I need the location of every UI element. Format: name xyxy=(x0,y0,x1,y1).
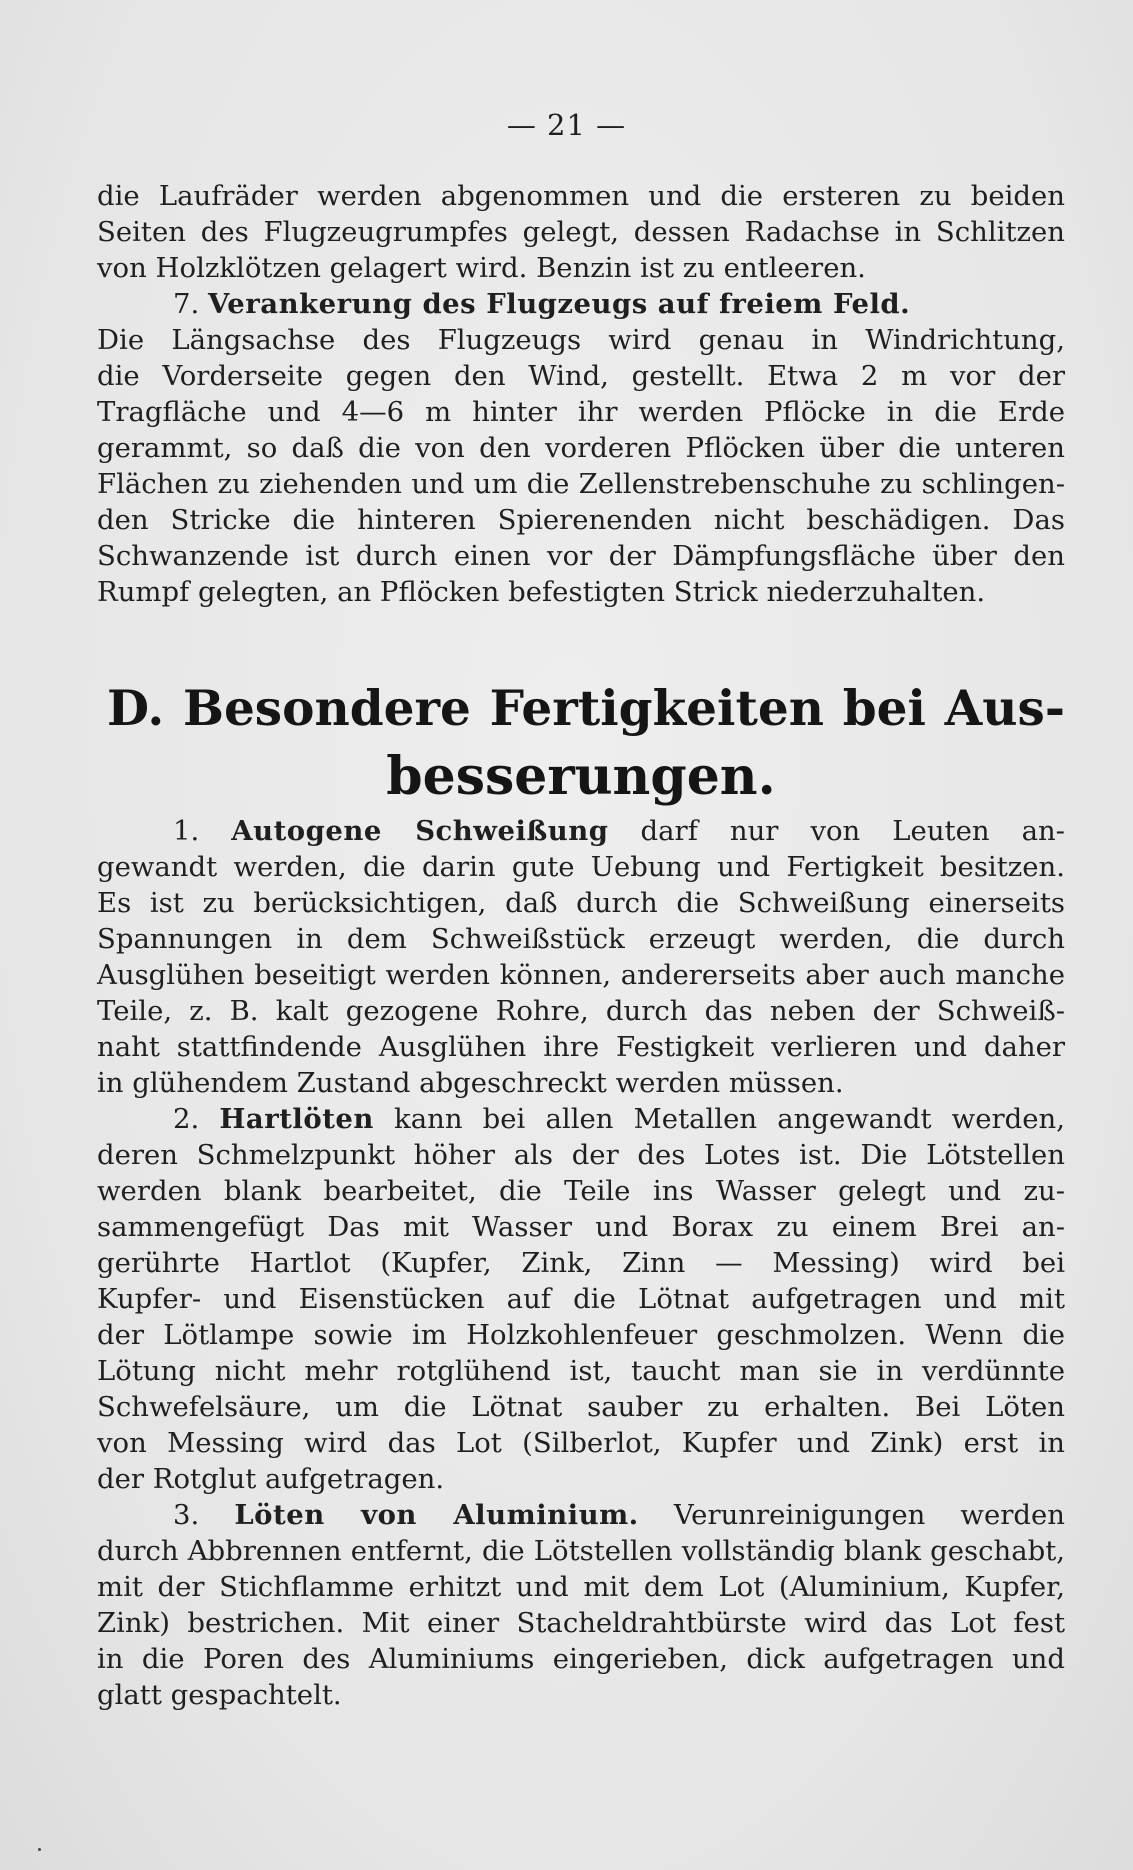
paragraph-line: von Holzklötzen gelagert wird. Benzin ist zu entleeren. xyxy=(97,252,866,284)
paragraph-line: Es ist zu berücksichtigen, daß durch die Schweißung einerseits xyxy=(97,887,1065,919)
item-2-title: Hartlöten xyxy=(219,1103,374,1135)
paragraph-line: Schwefelsäure, um die Lötnat sauber zu erhalten. Bei Löten xyxy=(97,1391,1065,1423)
paragraph-line: Kupfer- und Eisenstücken auf die Lötnat aufgetragen und mit xyxy=(97,1283,1065,1315)
paragraph-line: deren Schmelzpunkt höher als der des Lotes ist. Die Lötstellen xyxy=(97,1139,1065,1171)
paragraph-line: den Stricke die hinteren Spierenenden nicht beschädigen. Das xyxy=(97,504,1065,536)
paragraph-line: von Messing wird das Lot (Silberlot, Kupfer und Zink) erst in xyxy=(97,1427,1065,1459)
paper-speck xyxy=(38,1848,41,1851)
paragraph-line: in glühendem Zustand abgeschreckt werden müssen. xyxy=(97,1067,844,1099)
item-3-first-rest: Verunreinigungen werden xyxy=(673,1499,1065,1531)
paragraph-line: Flächen zu ziehenden und um die Zellenstrebenschuhe zu schlingen- xyxy=(97,468,1065,500)
item-1-first-line xyxy=(97,813,1065,849)
paragraph-line: gerührte Hartlot (Kupfer, Zink, Zinn — Messing) wird bei xyxy=(97,1247,1065,1279)
paragraph-line: Teile, z. B. kalt gezogene Rohre, durch das neben der Schweiß- xyxy=(97,995,1065,1027)
page-number: — 21 — xyxy=(506,108,627,142)
section-heading-line-2: besserungen. xyxy=(386,746,776,807)
item-1-first-rest: darf nur von Leuten an- xyxy=(640,815,1065,847)
paragraph-line: Spannungen in dem Schweißstück erzeugt werden, die durch xyxy=(97,923,1065,955)
paragraph-line: Zink) bestrichen. Mit einer Stacheldrahtbürste wird das Lot fest xyxy=(97,1607,1065,1639)
paragraph-line: Tragfläche und 4—6 m hinter ihr werden Pflöcke in die Erde xyxy=(97,396,1065,428)
item-2-number: 2. xyxy=(173,1103,200,1135)
paragraph-line: werden blank bearbeitet, die Teile ins Wasser gelegt und zu- xyxy=(97,1175,1065,1207)
paragraph-line: Lötung nicht mehr rotglühend ist, taucht man sie in verdünnte xyxy=(97,1355,1065,1387)
item-3-number: 3. xyxy=(173,1499,200,1531)
paragraph-line: in die Poren des Aluminiums eingerieben, dick aufgetragen und xyxy=(97,1643,1065,1675)
paragraph-line: Ausglühen beseitigt werden können, andererseits aber auch manche xyxy=(97,959,1065,991)
item-1-number: 1. xyxy=(173,815,200,847)
paragraph-line: glatt gespachtelt. xyxy=(97,1679,342,1711)
paragraph-line: gewandt werden, die darin gute Uebung und Fertigkeit besitzen. xyxy=(97,851,1065,883)
top-text-block xyxy=(97,178,1065,610)
section-7-title: Verankerung des Flugzeugs auf freiem Feld. xyxy=(208,288,911,320)
item-2-first-line xyxy=(97,1101,1065,1137)
section-7-number: 7. xyxy=(173,288,200,320)
paragraph-line: Seiten des Flugzeugrumpfes gelegt, dessen Radachse in Schlitzen xyxy=(97,216,1065,248)
paragraph-line: der Rotglut aufgetragen. xyxy=(97,1463,445,1495)
paragraph-line: Die Längsachse des Flugzeugs wird genau in Windrichtung, xyxy=(97,324,1065,356)
section-heading xyxy=(97,675,1065,811)
paragraph-line: die Laufräder werden abgenommen und die ersteren zu beiden xyxy=(97,180,1065,212)
paragraph-line: naht stattfindende Ausglühen ihre Festigkeit verlieren und daher xyxy=(97,1031,1065,1063)
section-7-title-line xyxy=(97,286,1065,322)
paragraph-line: mit der Stichflamme erhitzt und mit dem Lot (Aluminium, Kupfer, xyxy=(97,1571,1065,1603)
paragraph-line: die Vorderseite gegen den Wind, gestellt. Etwa 2 m vor der xyxy=(97,360,1065,392)
paragraph-line: gerammt, so daß die von den vorderen Pflöcken über die unteren xyxy=(97,432,1065,464)
paragraph-line: Rumpf gelegten, an Pflöcken befestigten Strick niederzuhalten. xyxy=(97,576,986,608)
section-heading-line-1: D. Besondere Fertigkeiten bei Aus- xyxy=(107,680,1065,737)
paragraph-line: der Lötlampe sowie im Holzkohlenfeuer geschmolzen. Wenn die xyxy=(97,1319,1065,1351)
item-3-title: Löten von Aluminium. xyxy=(234,1499,639,1531)
item-1-title: Autogene Schweißung xyxy=(231,815,609,847)
items-text-block xyxy=(97,813,1065,1713)
paragraph-line: durch Abbrennen entfernt, die Lötstellen vollständig blank geschabt, xyxy=(97,1535,1065,1567)
paragraph-line: sammengefügt Das mit Wasser und Borax zu einem Brei an- xyxy=(97,1211,1065,1243)
item-2-first-rest: kann bei allen Metallen angewandt werden, xyxy=(394,1103,1065,1135)
item-3-first-line xyxy=(97,1497,1065,1533)
paragraph-line: Schwanzende ist durch einen vor der Dämpfungsfläche über den xyxy=(97,540,1065,572)
